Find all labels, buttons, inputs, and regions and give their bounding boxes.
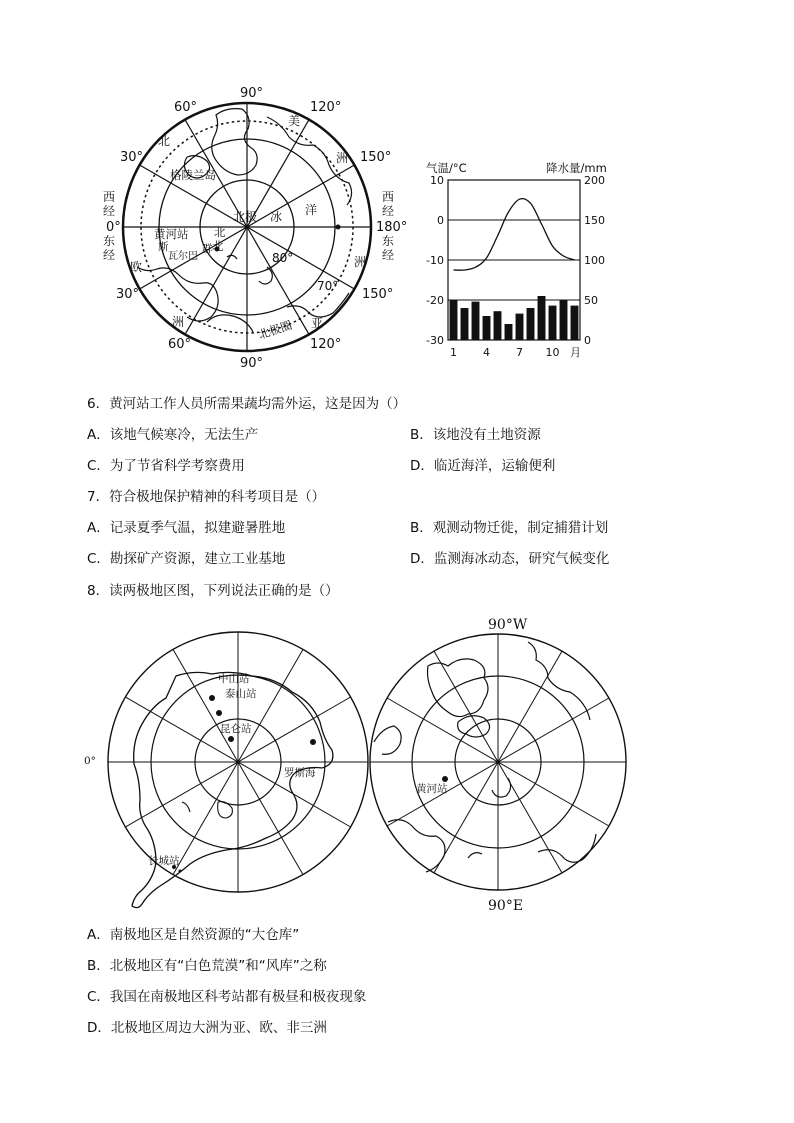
q6-option-c[interactable]: C．为了节省科学考察费用 [87, 458, 245, 474]
ross-sea-label: 罗斯海 [284, 767, 316, 779]
huanghe-station-label: 黄河站 [154, 227, 189, 241]
q6-option-b[interactable]: B．该地没有土地资源 [410, 427, 541, 443]
month-tick-label: 10 [545, 346, 560, 359]
lat-70-label: 70° [317, 279, 339, 293]
q8-option-a[interactable]: A．南极地区是自然资源的“大仓库” [87, 927, 300, 943]
lon-label: 120° [310, 100, 342, 115]
q8-option-d[interactable]: D．北极地区周边大洲为亚、欧、非三洲 [87, 1020, 327, 1036]
precip-bar [472, 302, 480, 340]
svalbard-label: 斯 [158, 241, 169, 253]
arctic-ocean-label: 冰 [270, 210, 283, 224]
taishan-station-label: 泰山站 [225, 688, 257, 700]
precip-bar [538, 296, 546, 340]
zhongshan-station-label: 中山站 [218, 673, 250, 685]
asia-label: 亚 [311, 316, 324, 330]
precip-bar [450, 300, 458, 340]
climate-chart [418, 158, 618, 364]
precip-tick-label: 50 [584, 294, 598, 307]
q6-option-d[interactable]: D．临近海洋，运输便利 [410, 458, 556, 474]
west-longitude-label: 西 [382, 190, 395, 204]
precip-tick-label: 0 [584, 334, 591, 347]
north-america-label: 北 [158, 134, 171, 148]
east-longitude-label: 东 [382, 234, 395, 248]
temp-tick-label: -10 [426, 254, 444, 267]
svalbard-label: 群 [202, 243, 213, 255]
temp-tick-label: -30 [426, 334, 444, 347]
lon-label: 60° [168, 337, 192, 352]
west-longitude-label: 西 [103, 190, 116, 204]
north-label: 北 [214, 225, 226, 239]
question-6-stem: 6．黄河站工作人员所需果蔬均需外运，这是因为（） [87, 396, 407, 412]
precip-bar [461, 308, 469, 340]
east-longitude-label: 经 [103, 248, 116, 262]
q7-option-c[interactable]: C．勘探矿产资源，建立工业基地 [87, 551, 286, 567]
q7-option-a[interactable]: A．记录夏季气温，拟建避暑胜地 [87, 520, 286, 536]
precip-bar [505, 324, 513, 340]
temp-tick-label: -20 [426, 294, 444, 307]
lon-90e-label: 90°E [488, 898, 524, 914]
precip-bar [527, 308, 535, 340]
month-tick-label: 1 [450, 346, 457, 359]
north-america-label: 美 [288, 114, 301, 128]
lon-label: 120° [310, 337, 342, 352]
changcheng-station-label: 长城站 [148, 855, 180, 867]
q7-option-b[interactable]: B．观测动物迁徙，制定捕猎计划 [410, 520, 609, 536]
lon-90w-label: 90°W [488, 617, 528, 633]
lon-label: 150° [362, 287, 394, 302]
arctic-circle-label: 北极圈 [256, 317, 294, 342]
temp-tick-label: 10 [430, 174, 444, 187]
precip-tick-label: 150 [584, 214, 605, 227]
greenland-label: 格陵兰岛 [170, 168, 216, 182]
precip-bar [571, 306, 579, 340]
west-longitude-label: 经 [382, 204, 395, 218]
precip-bar [549, 306, 557, 340]
precip-tick-label: 200 [584, 174, 605, 187]
lon-label: 90° [240, 86, 264, 101]
antarctic-map [82, 620, 372, 910]
east-longitude-label: 东 [103, 234, 116, 248]
question-7-stem: 7．符合极地保护精神的科考项目是（） [87, 489, 326, 505]
lon-label: 150° [360, 150, 392, 165]
arctic-map-2 [360, 612, 640, 918]
lon-label: 30° [120, 150, 144, 165]
europe-label: 欧 [130, 260, 143, 274]
lon-label: 60° [174, 100, 198, 115]
precip-bar [483, 316, 491, 340]
lon-label: 90° [240, 356, 264, 370]
kunlun-station-label: 昆仑站 [220, 723, 252, 735]
east-longitude-label: 经 [382, 248, 395, 262]
q7-option-d[interactable]: D．监测海冰动态，研究气候变化 [410, 551, 610, 567]
question-8-stem: 8．读两极地区图，下列说法正确的是（） [87, 583, 339, 599]
lon-label: 30° [116, 287, 140, 302]
lat-80-label: 80° [272, 251, 294, 265]
precip-bar [494, 311, 502, 340]
q6-option-a[interactable]: A．该地气候寒冷，无法生产 [87, 427, 259, 443]
q8-option-c[interactable]: C．我国在南极地区科考站都有极昼和极夜现象 [87, 989, 367, 1005]
precip-axis-label: 降水量/mm [546, 161, 607, 175]
lon-label: 0° [106, 220, 121, 235]
precip-tick-label: 100 [584, 254, 605, 267]
europe-label: 洲 [172, 315, 185, 329]
month-tick-label: 4 [483, 346, 490, 359]
temp-tick-label: 0 [437, 214, 444, 227]
north-label: 北 [212, 239, 224, 253]
temp-axis-label: 气温/°C [426, 161, 467, 175]
q8-option-b[interactable]: B．北极地区有“白色荒漠”和“风库”之称 [87, 958, 327, 974]
lon-0-label: 0° [84, 755, 96, 767]
asia-label: 洲 [354, 255, 367, 269]
month-unit-label: 月 [570, 346, 581, 359]
north-america-label: 洲 [336, 151, 349, 165]
svalbard-label: 瓦尔巴 [168, 251, 198, 262]
precip-bar [516, 314, 524, 340]
arctic-ocean-label: 北极 [233, 210, 258, 224]
arctic-ocean-label: 洋 [305, 203, 318, 217]
temperature-curve [454, 199, 575, 271]
lon-label: 180° [376, 220, 408, 235]
west-longitude-label: 经 [103, 204, 116, 218]
arctic-polar-map [100, 85, 412, 370]
month-tick-label: 7 [516, 346, 523, 359]
huanghe-station-label-2: 黄河站 [416, 783, 448, 795]
precip-bar [560, 300, 568, 340]
